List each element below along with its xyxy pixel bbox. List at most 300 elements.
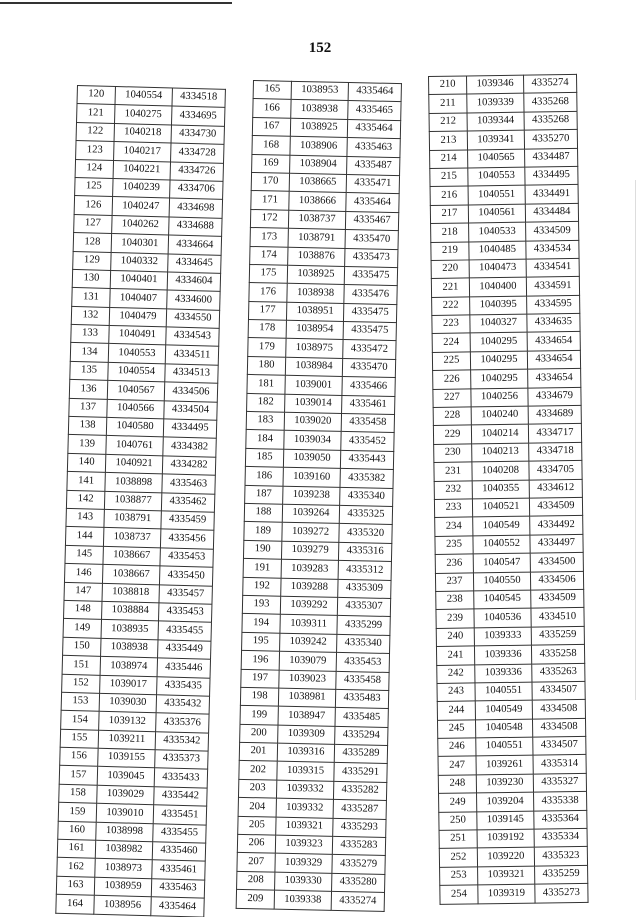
x-coordinate-cell: 1038938 <box>291 100 348 120</box>
y-coordinate-cell: 4334600 <box>167 290 220 310</box>
y-coordinate-cell: 4335455 <box>153 823 206 843</box>
x-coordinate-cell: 1040218 <box>114 123 171 143</box>
y-coordinate-cell: 4335268 <box>524 93 577 112</box>
point-number-cell: 189 <box>244 522 282 541</box>
point-number-cell: 135 <box>70 361 108 380</box>
y-coordinate-cell: 4334679 <box>528 387 581 406</box>
x-coordinate-cell: 1039339 <box>467 94 524 113</box>
y-coordinate-cell: 4335338 <box>534 792 587 811</box>
y-coordinate-cell: 4335472 <box>343 340 396 359</box>
point-number-cell: 142 <box>66 490 104 509</box>
y-coordinate-cell: 4334506 <box>164 382 217 402</box>
y-coordinate-cell: 4334484 <box>525 203 578 222</box>
y-coordinate-cell: 4335463 <box>162 474 215 494</box>
x-coordinate-cell: 1040214 <box>471 425 528 444</box>
x-coordinate-cell: 1040240 <box>471 406 528 425</box>
y-coordinate-cell: 4334508 <box>532 700 585 719</box>
x-coordinate-cell: 1039344 <box>467 112 524 131</box>
x-coordinate-cell: 1040521 <box>472 498 529 517</box>
x-coordinate-cell: 1038959 <box>94 877 151 897</box>
y-coordinate-cell: 4335442 <box>154 787 207 807</box>
table-row <box>435 516 583 536</box>
point-number-cell: 169 <box>252 154 290 173</box>
point-number-cell: 198 <box>240 687 278 706</box>
x-coordinate-cell: 1040256 <box>471 388 528 407</box>
y-coordinate-cell: 4334689 <box>528 405 581 424</box>
table-row <box>436 644 584 664</box>
point-number-cell: 149 <box>63 619 101 638</box>
y-coordinate-cell: 4334504 <box>164 401 217 421</box>
point-number-cell: 196 <box>241 650 279 669</box>
x-coordinate-cell: 1038818 <box>102 583 159 603</box>
table-row <box>437 681 585 701</box>
x-coordinate-cell: 1038984 <box>285 357 342 377</box>
x-coordinate-cell: 1040217 <box>114 142 171 162</box>
x-coordinate-cell: 1040491 <box>109 326 166 346</box>
point-number-cell: 131 <box>72 288 110 307</box>
x-coordinate-cell: 1039014 <box>285 394 342 414</box>
x-coordinate-cell: 1040552 <box>473 535 530 554</box>
y-coordinate-cell: 4335314 <box>533 755 586 774</box>
point-number-cell: 190 <box>243 540 281 559</box>
x-coordinate-cell: 1039211 <box>98 730 155 750</box>
y-coordinate-cell: 4334506 <box>530 571 583 590</box>
x-coordinate-cell: 1038906 <box>290 136 347 156</box>
y-coordinate-cell: 4335274 <box>331 892 384 911</box>
x-coordinate-cell: 1040580 <box>106 417 163 437</box>
x-coordinate-cell: 1040400 <box>469 277 526 296</box>
x-coordinate-cell: 1039315 <box>277 762 334 782</box>
y-coordinate-cell: 4335268 <box>524 111 577 130</box>
point-number-cell: 225 <box>432 352 470 371</box>
y-coordinate-cell: 4335309 <box>338 579 391 598</box>
y-coordinate-cell: 4335459 <box>161 511 214 531</box>
x-coordinate-cell: 1040551 <box>476 737 533 756</box>
point-number-cell: 154 <box>61 711 99 730</box>
x-coordinate-cell: 1038667 <box>102 565 159 585</box>
y-coordinate-cell: 4335470 <box>342 358 395 377</box>
x-coordinate-cell: 1040401 <box>110 270 167 290</box>
point-number-cell: 253 <box>440 867 478 886</box>
y-coordinate-cell: 4335294 <box>335 726 388 745</box>
x-coordinate-cell: 1038975 <box>286 339 343 359</box>
point-number-cell: 152 <box>62 674 100 693</box>
table-row <box>437 700 585 720</box>
point-number-cell: 192 <box>243 577 281 596</box>
point-number-cell: 162 <box>57 858 95 877</box>
y-coordinate-cell: 4334534 <box>526 240 579 259</box>
table-row <box>432 295 580 315</box>
y-coordinate-cell: 4335293 <box>333 818 386 837</box>
x-coordinate-cell: 1038665 <box>289 173 346 193</box>
x-coordinate-cell: 1040551 <box>475 682 532 701</box>
x-coordinate-cell: 1040567 <box>107 381 164 401</box>
y-coordinate-cell: 4335455 <box>158 621 211 641</box>
x-coordinate-cell: 1039321 <box>478 866 535 885</box>
x-coordinate-cell: 1040536 <box>474 608 531 627</box>
x-coordinate-cell: 1040262 <box>112 215 169 235</box>
y-coordinate-cell: 4334500 <box>530 553 583 572</box>
table-row <box>433 424 581 444</box>
table-row <box>429 130 577 150</box>
coordinates-table-1 <box>55 85 226 917</box>
point-number-cell: 246 <box>438 738 476 757</box>
point-number-cell: 248 <box>438 775 476 794</box>
point-number-cell: 163 <box>56 876 94 895</box>
y-coordinate-cell: 4334664 <box>168 235 221 255</box>
x-coordinate-cell: 1039279 <box>281 541 338 561</box>
y-coordinate-cell: 4335287 <box>333 800 386 819</box>
point-number-cell: 216 <box>430 186 468 205</box>
y-coordinate-cell: 4334495 <box>163 419 216 439</box>
point-number-cell: 173 <box>250 228 288 247</box>
point-number-cell: 199 <box>240 706 278 725</box>
table-row <box>434 497 582 517</box>
point-number-cell: 215 <box>430 168 468 187</box>
x-coordinate-cell: 1040485 <box>469 241 526 260</box>
coordinates-table-2 <box>236 80 402 912</box>
x-coordinate-cell: 1040213 <box>472 443 529 462</box>
table-row <box>439 828 587 848</box>
point-number-cell: 218 <box>431 223 469 242</box>
point-number-cell: 120 <box>77 86 115 105</box>
point-number-cell: 150 <box>63 637 101 656</box>
table-row <box>437 663 585 683</box>
y-coordinate-cell: 4334604 <box>167 272 220 292</box>
x-coordinate-cell: 1040221 <box>113 160 170 180</box>
point-number-cell: 168 <box>252 136 290 155</box>
x-coordinate-cell: 1039132 <box>99 712 156 732</box>
x-coordinate-cell: 1038666 <box>289 192 346 212</box>
x-coordinate-cell: 1039330 <box>275 872 332 892</box>
y-coordinate-cell: 4335340 <box>337 634 390 653</box>
point-number-cell: 242 <box>437 664 475 683</box>
x-coordinate-cell: 1040395 <box>470 296 527 315</box>
x-coordinate-cell: 1038791 <box>104 509 161 529</box>
x-coordinate-cell: 1040295 <box>470 351 527 370</box>
x-coordinate-cell: 1040549 <box>475 700 532 719</box>
y-coordinate-cell: 4334509 <box>531 589 584 608</box>
y-coordinate-cell: 4334282 <box>162 456 215 476</box>
x-coordinate-cell: 1039346 <box>467 75 524 94</box>
point-number-cell: 247 <box>438 756 476 775</box>
x-coordinate-cell: 1038737 <box>288 210 345 230</box>
point-number-cell: 227 <box>433 389 471 408</box>
y-coordinate-cell: 4335451 <box>153 805 206 825</box>
x-coordinate-cell: 1040553 <box>108 344 165 364</box>
point-number-cell: 137 <box>69 398 107 417</box>
x-coordinate-cell: 1040479 <box>109 307 166 327</box>
table-row <box>431 222 579 242</box>
y-coordinate-cell: 4335460 <box>152 842 205 862</box>
y-coordinate-cell: 4335299 <box>337 616 390 635</box>
x-coordinate-cell: 1039321 <box>276 817 333 837</box>
table-row <box>435 571 583 591</box>
y-coordinate-cell: 4334654 <box>527 332 580 351</box>
point-number-cell: 209 <box>236 890 274 909</box>
y-coordinate-cell: 4335466 <box>342 377 395 396</box>
point-number-cell: 195 <box>242 632 280 651</box>
point-number-cell: 213 <box>429 131 467 150</box>
y-coordinate-cell: 4334705 <box>529 461 582 480</box>
y-coordinate-cell: 4334654 <box>528 369 581 388</box>
y-coordinate-cell: 4335483 <box>335 689 388 708</box>
y-coordinate-cell: 4335463 <box>151 879 204 899</box>
point-number-cell: 226 <box>433 370 471 389</box>
x-coordinate-cell: 1038953 <box>291 81 348 101</box>
x-coordinate-cell: 1038791 <box>288 228 345 248</box>
point-number-cell: 165 <box>253 81 291 100</box>
x-coordinate-cell: 1038981 <box>278 688 335 708</box>
point-number-cell: 236 <box>435 554 473 573</box>
y-coordinate-cell: 4335291 <box>334 763 387 782</box>
point-number-cell: 182 <box>247 393 285 412</box>
point-number-cell: 197 <box>241 669 279 688</box>
y-coordinate-cell: 4334510 <box>531 608 584 627</box>
x-coordinate-cell: 1040275 <box>115 105 172 125</box>
x-coordinate-cell: 1039030 <box>99 693 156 713</box>
x-coordinate-cell: 1038974 <box>100 656 157 676</box>
x-coordinate-cell: 1039319 <box>478 884 535 903</box>
x-coordinate-cell: 1039204 <box>477 792 534 811</box>
point-number-cell: 214 <box>430 150 468 169</box>
point-number-cell: 159 <box>58 803 96 822</box>
x-coordinate-cell: 1039079 <box>279 651 336 671</box>
x-coordinate-cell: 1039023 <box>279 670 336 690</box>
y-coordinate-cell: 4335458 <box>341 413 394 432</box>
y-coordinate-cell: 4335273 <box>535 884 588 903</box>
y-coordinate-cell: 4335263 <box>532 663 585 682</box>
point-number-cell: 186 <box>245 467 283 486</box>
x-coordinate-cell: 1039160 <box>283 467 340 487</box>
point-number-cell: 217 <box>430 205 468 224</box>
y-coordinate-cell: 4334718 <box>529 442 582 461</box>
point-number-cell: 185 <box>245 448 283 467</box>
y-coordinate-cell: 4334635 <box>527 313 580 332</box>
table-row <box>429 111 577 131</box>
page-number: 152 <box>308 40 332 56</box>
point-number-cell: 201 <box>239 742 277 761</box>
x-coordinate-cell: 1040295 <box>471 369 528 388</box>
y-coordinate-cell: 4335487 <box>347 156 400 175</box>
point-number-cell: 194 <box>242 614 280 633</box>
x-coordinate-cell: 1040239 <box>113 178 170 198</box>
y-coordinate-cell: 4335450 <box>159 566 212 586</box>
y-coordinate-cell: 4334497 <box>530 534 583 553</box>
x-coordinate-cell: 1040565 <box>468 149 525 168</box>
y-coordinate-cell: 4335461 <box>152 860 205 880</box>
point-number-cell: 146 <box>64 564 102 583</box>
x-coordinate-cell: 1040554 <box>108 362 165 382</box>
point-number-cell: 252 <box>439 848 477 867</box>
y-coordinate-cell: 4334511 <box>165 345 218 365</box>
point-number-cell: 176 <box>249 283 287 302</box>
table-row <box>433 405 581 425</box>
x-coordinate-cell: 1039309 <box>278 725 335 745</box>
point-number-cell: 181 <box>247 375 285 394</box>
x-coordinate-cell: 1038877 <box>104 491 161 511</box>
x-coordinate-cell: 1039341 <box>467 130 524 149</box>
y-coordinate-cell: 4334491 <box>525 185 578 204</box>
y-coordinate-cell: 4335312 <box>338 561 391 580</box>
table-row <box>435 553 583 573</box>
y-coordinate-cell: 4335307 <box>337 597 390 616</box>
y-coordinate-cell: 4334595 <box>527 295 580 314</box>
x-coordinate-cell: 1038938 <box>287 284 344 304</box>
x-coordinate-cell: 1039010 <box>96 803 153 823</box>
table-row <box>435 534 583 554</box>
point-number-cell: 144 <box>65 527 103 546</box>
y-coordinate-cell: 4335464 <box>346 193 399 212</box>
scan-edge-line <box>635 180 636 700</box>
coordinates-table-3 <box>428 74 589 905</box>
y-coordinate-cell: 4335443 <box>340 450 393 469</box>
point-number-cell: 122 <box>76 122 114 141</box>
table-row <box>432 313 580 333</box>
point-number-cell: 148 <box>64 600 102 619</box>
point-number-cell: 234 <box>435 517 473 536</box>
table-row <box>437 718 585 738</box>
y-coordinate-cell: 4335274 <box>523 74 576 93</box>
y-coordinate-cell: 4334509 <box>529 497 582 516</box>
x-coordinate-cell: 1039333 <box>474 627 531 646</box>
point-number-cell: 157 <box>59 766 97 785</box>
x-coordinate-cell: 1040208 <box>472 461 529 480</box>
y-coordinate-cell: 4335435 <box>157 676 210 696</box>
x-coordinate-cell: 1039264 <box>282 504 339 524</box>
x-coordinate-cell: 1040561 <box>468 204 525 223</box>
x-coordinate-cell: 1038938 <box>101 638 158 658</box>
point-number-cell: 207 <box>237 853 275 872</box>
y-coordinate-cell: 4335464 <box>151 897 204 917</box>
y-coordinate-cell: 4334492 <box>530 516 583 535</box>
x-coordinate-cell: 1039155 <box>98 748 155 768</box>
point-number-cell: 125 <box>75 177 113 196</box>
table-row <box>430 185 578 205</box>
x-coordinate-cell: 1040553 <box>468 167 525 186</box>
point-number-cell: 155 <box>60 729 98 748</box>
point-number-cell: 171 <box>251 191 289 210</box>
table-row <box>438 773 586 793</box>
x-coordinate-cell: 1039311 <box>280 615 337 635</box>
point-number-cell: 184 <box>246 430 284 449</box>
x-coordinate-cell: 1040301 <box>111 234 168 254</box>
table-row <box>440 884 588 904</box>
y-coordinate-cell: 4335457 <box>159 584 212 604</box>
y-coordinate-cell: 4334495 <box>525 166 578 185</box>
y-coordinate-cell: 4335453 <box>160 548 213 568</box>
y-coordinate-cell: 4335382 <box>340 469 393 488</box>
y-coordinate-cell: 4334726 <box>170 162 223 182</box>
x-coordinate-cell: 1039029 <box>97 785 154 805</box>
table-row <box>439 810 587 830</box>
y-coordinate-cell: 4334717 <box>528 424 581 443</box>
y-coordinate-cell: 4335279 <box>332 855 385 874</box>
point-number-cell: 243 <box>437 683 475 702</box>
point-number-cell: 238 <box>436 591 474 610</box>
y-coordinate-cell: 4334591 <box>526 277 579 296</box>
table-row <box>434 442 582 462</box>
y-coordinate-cell: 4335446 <box>157 658 210 678</box>
x-coordinate-cell: 1039336 <box>475 664 532 683</box>
table-row <box>436 626 584 646</box>
y-coordinate-cell: 4335259 <box>535 865 588 884</box>
y-coordinate-cell: 4335289 <box>334 744 387 763</box>
y-coordinate-cell: 4335461 <box>342 395 395 414</box>
table-row <box>430 203 578 223</box>
point-number-cell: 172 <box>250 209 288 228</box>
x-coordinate-cell: 1040547 <box>473 553 530 572</box>
x-coordinate-cell: 1038925 <box>290 118 347 138</box>
point-number-cell: 231 <box>434 462 472 481</box>
y-coordinate-cell: 4334654 <box>527 350 580 369</box>
y-coordinate-cell: 4335432 <box>156 695 209 715</box>
x-coordinate-cell: 1039020 <box>284 412 341 432</box>
y-coordinate-cell: 4335316 <box>338 542 391 561</box>
y-coordinate-cell: 4335342 <box>155 731 208 751</box>
y-coordinate-cell: 4334509 <box>526 222 579 241</box>
y-coordinate-cell: 4334728 <box>171 143 224 163</box>
x-coordinate-cell: 1039045 <box>97 767 154 787</box>
x-coordinate-cell: 1039336 <box>474 645 531 664</box>
point-number-cell: 187 <box>245 485 283 504</box>
table-row <box>434 479 582 499</box>
y-coordinate-cell: 4335473 <box>345 248 398 267</box>
y-coordinate-cell: 4334382 <box>163 437 216 457</box>
point-number-cell: 205 <box>238 816 276 835</box>
point-number-cell: 124 <box>75 159 113 178</box>
x-coordinate-cell: 1038925 <box>287 265 344 285</box>
point-number-cell: 237 <box>435 572 473 591</box>
point-number-cell: 240 <box>436 628 474 647</box>
point-number-cell: 156 <box>60 747 98 766</box>
x-coordinate-cell: 1039332 <box>276 780 333 800</box>
point-number-cell: 224 <box>432 333 470 352</box>
x-coordinate-cell: 1040533 <box>469 222 526 241</box>
y-coordinate-cell: 4335283 <box>332 836 385 855</box>
table-row <box>438 755 586 775</box>
y-coordinate-cell: 4335470 <box>345 230 398 249</box>
x-coordinate-cell: 1040545 <box>474 590 531 609</box>
x-coordinate-cell: 1038898 <box>105 473 162 493</box>
y-coordinate-cell: 4335464 <box>347 119 400 138</box>
y-coordinate-cell: 4335280 <box>332 873 385 892</box>
y-coordinate-cell: 4335467 <box>345 211 398 230</box>
x-coordinate-cell: 1038935 <box>101 620 158 640</box>
y-coordinate-cell: 4335475 <box>343 303 396 322</box>
x-coordinate-cell: 1039329 <box>275 854 332 874</box>
point-number-cell: 244 <box>437 701 475 720</box>
top-rule <box>0 2 232 4</box>
y-coordinate-cell: 4335433 <box>154 768 207 788</box>
point-number-cell: 219 <box>431 241 469 260</box>
table-row <box>429 93 577 113</box>
x-coordinate-cell: 1039220 <box>477 847 534 866</box>
table-row <box>236 890 384 911</box>
point-number-cell: 141 <box>67 472 105 491</box>
y-coordinate-cell: 4335465 <box>348 101 401 120</box>
y-coordinate-cell: 4335282 <box>333 781 386 800</box>
point-number-cell: 183 <box>246 411 284 430</box>
point-number-cell: 229 <box>433 425 471 444</box>
point-number-cell: 177 <box>248 301 286 320</box>
y-coordinate-cell: 4334612 <box>529 479 582 498</box>
x-coordinate-cell: 1039001 <box>285 375 342 395</box>
point-number-cell: 153 <box>61 692 99 711</box>
y-coordinate-cell: 4334550 <box>166 309 219 329</box>
x-coordinate-cell: 1038737 <box>103 528 160 548</box>
point-number-cell: 193 <box>242 595 280 614</box>
